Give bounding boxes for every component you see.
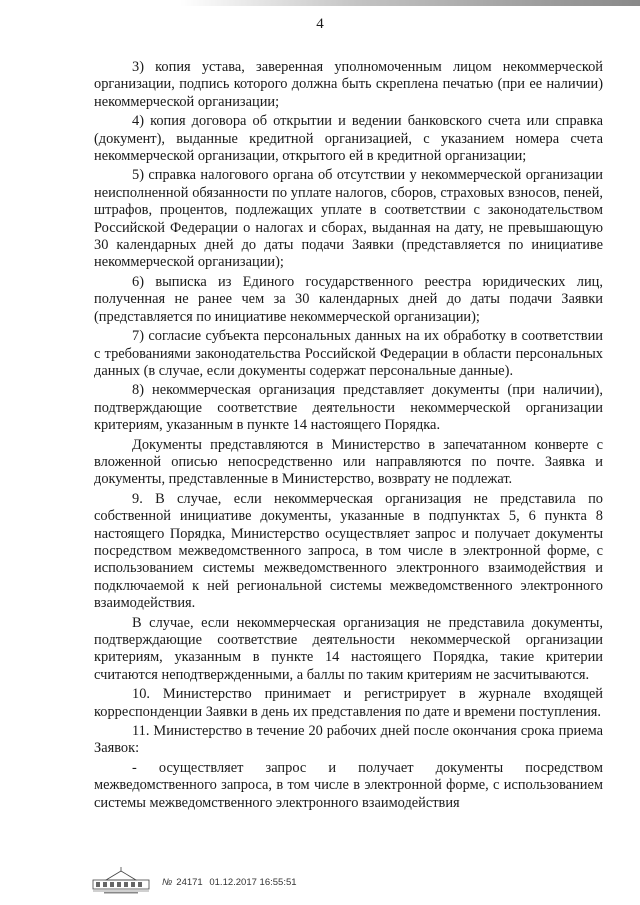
paragraph-item-5: 5) справка налогового органа об отсутствии у некоммерческой организации неисполненной обязанности по уплате налогов, сборов, страховых взносов, пеней, штрафов, процентов, подлежащих уплате в соответствии с законодательством Российской Федерации о налогах и сборах, выданная на дату, не превышающую 30 календарных дней до даты подачи Заявки (представляется по инициативе некоммерческой организации); <box>94 167 603 271</box>
registry-stamp-icon <box>92 866 150 894</box>
paragraph-clause-11: 11. Министерство в течение 20 рабочих дней после окончания срока приема Заявок: <box>94 723 603 757</box>
paragraph-clause-10: 10. Министерство принимает и регистрирует в журнале входящей корреспонденции Заявки в день их представления по дате и времени поступления. <box>94 686 603 720</box>
paragraph-item-7: 7) согласие субъекта персональных данных на их обработку в соответствии с требованиями законодательства Российской Федерации в области персональных данных (в случае, если документы содержат персональные данные). <box>94 328 603 379</box>
scan-edge-artifact <box>180 0 640 6</box>
doc-number: 24171 <box>176 877 203 888</box>
paragraph-item-8: 8) некоммерческая организация представляет документы (при наличии), подтверждающие соответствие деятельности некоммерческой организации критериям, указанным в пункте 14 настоящего Порядка. <box>94 382 603 434</box>
paragraph-dash-item: - осуществляет запрос и получает документы посредством межведомственного запроса, в том числе в электронной форме, с использованием системы межведомственного электронного взаимодействия <box>94 759 603 811</box>
paragraph-item-6: 6) выписка из Единого государственного реестра юридических лиц, полученная не ранее чем за 30 календарных дней до даты подачи Заявки (представляется по инициативе некоммерческой организации); <box>94 273 603 325</box>
paragraph-item-3: 3) копия устава, заверенная уполномоченным лицом некоммерческой организации, подпись которого должна быть скреплена печатью (при ее наличии) некоммерческой организации; <box>94 59 603 110</box>
doc-timestamp: 01.12.2017 16:55:51 <box>209 877 297 888</box>
paragraph-documents-submission: Документы представляются в Министерство в запечатанном конверте с вложенной описью непосредственно или направляются по почте. Заявка и документы, представленные в Министерство, возврату не подлежат. <box>94 436 603 488</box>
footer <box>92 866 332 896</box>
paragraph-criteria-unconfirmed: В случае, если некоммерческая организация не представила документы, подтверждающие соответствие деятельности некоммерческой организации критериям, указанным в пункте 14 настоящего Порядка, такие критерии считаются неподтвержденными, а баллы по таким критериям не засчитываются. <box>94 614 603 683</box>
paragraph-item-4: 4) копия договора об открытии и ведении банковского счета или справка (документ), выданные кредитной организацией, с указанием номера счета некоммерческой организации, открытого ей в кредитной организации; <box>94 113 603 165</box>
document-body <box>94 59 603 812</box>
doc-number-prefix: № <box>162 877 173 888</box>
footer-registration <box>162 877 297 888</box>
paragraph-clause-9: 9. В случае, если некоммерческая организация не представила по собственной инициативе документы, указанные в подпунктах 5, 6 пункта 8 настоящего Порядка, Министерство осуществляет запрос и получает документы посредством межведомственного запроса, в том числе в электронной форме, с использованием системы межведомственного электронного взаимодействия и подключаемой к ней региональной системы межведомственного электронного взаимодействия. <box>94 490 603 612</box>
page-number: 4 <box>316 16 324 32</box>
